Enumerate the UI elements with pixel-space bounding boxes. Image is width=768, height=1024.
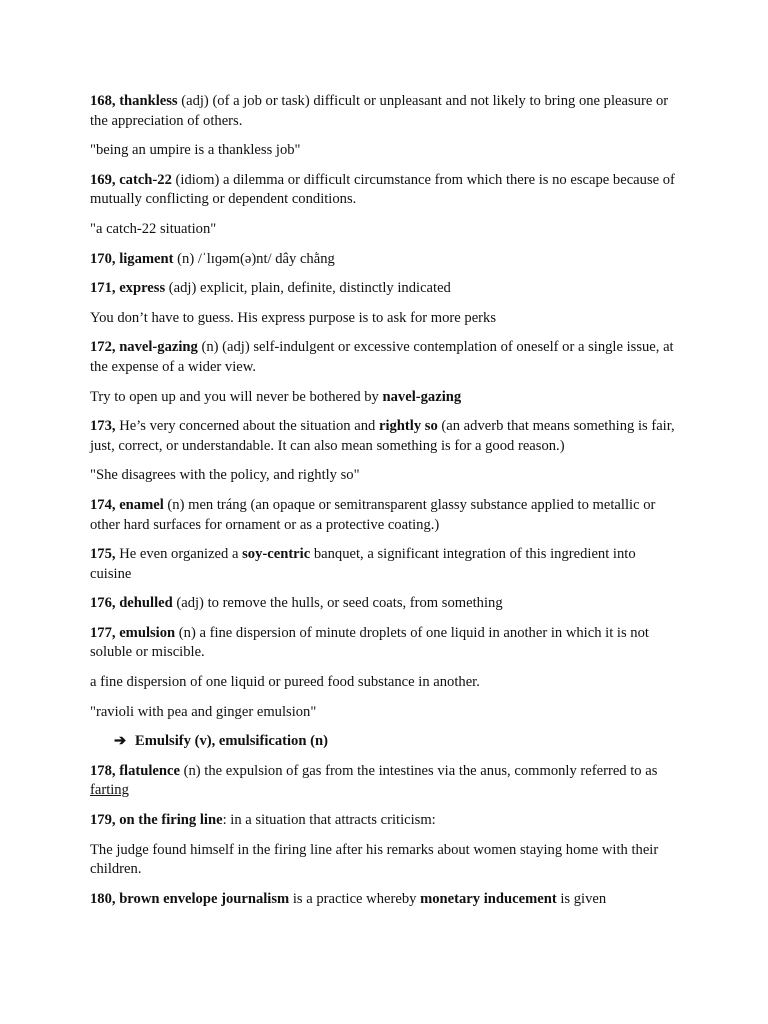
sentence-text: He even organized a <box>115 546 243 563</box>
term-soy-centric: soy-centric <box>242 546 311 563</box>
sentence-text: is given <box>556 890 607 907</box>
term-brown-envelope-journalism: 180, brown envelope journalism <box>90 890 290 907</box>
example-172 <box>90 388 680 408</box>
term-ligament: 170, ligament <box>90 250 174 267</box>
term-navel-gazing: 172, navel-gazing <box>90 339 198 356</box>
example-179: The judge found himself in the firing line after his remarks about women staying home with their children. <box>90 841 659 878</box>
underlined-word: farting <box>90 782 129 799</box>
entry-178 <box>90 762 680 801</box>
term-flatulence: 178, flatulence <box>90 762 180 779</box>
definition: (adj) explicit, plain, definite, distinctly indicated <box>165 280 451 297</box>
entry-177 <box>90 624 680 663</box>
definition-177-alt: a fine dispersion of one liquid or pureed food substance in another. <box>90 674 480 691</box>
sentence-text: He’s very concerned about the situation and <box>115 418 379 435</box>
example-168: "being an umpire is a thankless job" <box>90 142 301 159</box>
document-page <box>90 92 680 919</box>
definition: (n) the expulsion of gas from the intestines via the anus, commonly referred to as <box>179 762 658 779</box>
term-thankless: 168, thankless <box>90 93 178 109</box>
term-rightly-so: rightly so <box>378 418 438 435</box>
term-monetary-inducement: monetary inducement <box>420 890 557 907</box>
entry-179 <box>90 811 680 831</box>
sentence-text: banquet, a significant integration of this ingredient into cuisine <box>90 546 636 582</box>
example-text: Try to open up and you will never be bothered by <box>90 388 383 405</box>
entry-number: 175, <box>90 546 116 563</box>
definition: (n) (adj) self-indulgent or excessive contemplation of oneself or a single issue, at the expense of a wider view. <box>90 339 674 375</box>
definition: (an adverb that means something is fair, just, correct, or understandable. It can also mean something is for a good reason.) <box>90 418 675 454</box>
sentence-text: is a practice whereby <box>289 890 421 907</box>
entry-172 <box>90 338 680 377</box>
entry-180 <box>90 890 680 910</box>
example-173: "She disagrees with the policy, and rightly so" <box>90 467 360 484</box>
definition: : in a situation that attracts criticism: <box>222 812 436 829</box>
definition: (adj) (of a job or task) difficult or unpleasant and not likely to bring one pleasure or the appreciation of others. <box>90 93 669 129</box>
definition: (idiom) a dilemma or difficult circumstance from which there is no escape because of mutually conflicting or dependent conditions. <box>90 171 675 208</box>
example-171: You don’t have to guess. His express purpose is to ask for more perks <box>90 309 497 326</box>
entry-173 <box>90 417 680 456</box>
example-177: "ravioli with pea and ginger emulsion" <box>90 703 317 720</box>
example-169: "a catch-22 situation" <box>90 220 217 237</box>
entry-169 <box>90 171 680 210</box>
entry-number: 173, <box>90 418 116 435</box>
term-on-the-firing-line: 179, on the firing line <box>90 812 223 829</box>
entry-170 <box>90 250 680 270</box>
term-express: 171, express <box>90 280 166 297</box>
derived-forms-item <box>114 732 680 752</box>
definition: (n) a fine dispersion of minute droplets of one liquid in another in which it is not soluble or miscible. <box>90 624 649 661</box>
entry-175 <box>90 545 680 584</box>
term-dehulled: 176, dehulled <box>90 595 173 612</box>
term-enamel: 174, enamel <box>90 496 164 513</box>
definition: (n) /ˈlɪɡəm(ə)nt/ dây chằng <box>173 250 335 267</box>
example-term: navel-gazing <box>382 388 462 405</box>
definition: (adj) to remove the hulls, or seed coats, from something <box>172 595 503 612</box>
entry-174 <box>90 496 680 535</box>
entry-176 <box>90 594 680 614</box>
term-catch-22: 169, catch-22 <box>90 171 172 188</box>
term-emulsion: 177, emulsion <box>90 624 176 641</box>
definition: (n) men tráng (an opaque or semitransparent glassy substance applied to metallic or other hard surfaces for ornament or as a protective coating.) <box>90 496 656 533</box>
derived-forms-text: Emulsify (v), emulsification (n) <box>135 733 328 750</box>
entry-168 <box>90 92 680 131</box>
arrow-right-icon: ➔ <box>114 733 127 750</box>
entry-171 <box>90 279 680 299</box>
